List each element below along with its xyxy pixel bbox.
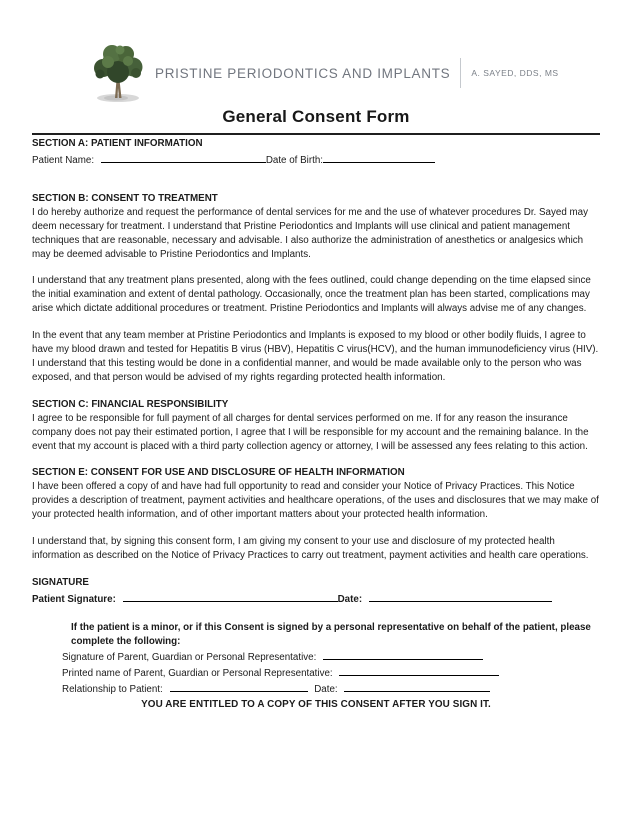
- section-b-heading: SECTION B: CONSENT TO TREATMENT: [32, 192, 218, 204]
- relationship-field[interactable]: [170, 682, 308, 692]
- signature-date-label: Date:: [337, 593, 363, 605]
- tree-logo-icon: [90, 42, 146, 104]
- parent-name-row: [62, 666, 600, 682]
- financial-paragraph: I agree to be responsible for full payment of all charges for dental services performed on me. If for any reason the insurance company does not pay their estimated portion, I agree that I will be responsible for my account and the remaining balance. In the event that my account is placed with a third party collection agency or attorney, I will be assessed any fees relating to this action.: [32, 412, 589, 452]
- patient-signature-field[interactable]: [123, 592, 338, 602]
- patient-signature-row: [32, 592, 600, 607]
- patient-info-row: [32, 153, 600, 168]
- signature-heading: SIGNATURE: [32, 576, 89, 588]
- relationship-row: [62, 682, 600, 698]
- section-c-heading: SECTION C: FINANCIAL RESPONSIBILITY: [32, 398, 229, 410]
- consent-paragraph: I do hereby authorize and request the performance of dental services for me and the use of whatever procedures Dr. Sayed may deem necessary for treatment. I understand that Pristine Periodontics and Implants will use clinical and patient management techniques that are reasonable, necessary and advisable. I also authorize the administration of anesthetics or analgesics which may be deemed advisable to Pristine Periodontics and Implants.: [32, 206, 589, 260]
- consent-paragraph: In the event that any team member at Pristine Periodontics and Implants is exposed to my blood or other bodily fluids, I agree to have my blood drawn and tested for Hepatitis B virus (HBV), Hepatitis C virus(HCV), and the human immunodeficiency virus (HIV). I understand that this testing would be done in a confidential manner, and would be made available only to the person who was exposed, and that person would be advised of my rights regarding protected health information.: [32, 330, 599, 383]
- doctor-name: A. SAYED, DDS, MS: [471, 68, 559, 78]
- letterhead: [90, 42, 600, 104]
- patient-signature-label: Patient Signature:: [32, 593, 116, 605]
- parent-name-field[interactable]: [339, 666, 499, 676]
- minor-date-field[interactable]: [344, 682, 490, 692]
- parent-signature-field[interactable]: [323, 650, 483, 660]
- parent-name-label: Printed name of Parent, Guardian or Personal Representative:: [62, 667, 333, 679]
- dob-field[interactable]: [323, 153, 435, 163]
- section-a-heading: SECTION A: PATIENT INFORMATION: [32, 138, 203, 149]
- patient-name-field[interactable]: [101, 153, 266, 163]
- header-divider: [460, 58, 461, 88]
- signature-date-field[interactable]: [369, 592, 552, 602]
- minor-intro: If the patient is a minor, or if this Consent is signed by a personal representative on behalf of the patient, please complete the following:: [71, 621, 591, 647]
- dob-label: Date of Birth:: [265, 154, 323, 166]
- privacy-paragraph: I have been offered a copy of and have had full opportunity to read and consider your Notice of Privacy Practices. This Notice provides a description of treatment, payment activities and healthcare operations, of the uses and disclosures that we may make of your protected health information, and of other important matters about your protected health information.: [32, 481, 599, 521]
- parent-signature-label: Signature of Parent, Guardian or Personal Representative:: [62, 652, 317, 664]
- page-title: General Consent Form: [222, 107, 410, 126]
- relationship-label: Relationship to Patient:: [62, 683, 163, 695]
- section-e-heading: SECTION E: CONSENT FOR USE AND DISCLOSURE OF HEALTH INFORMATION: [32, 467, 405, 479]
- practice-name: PRISTINE PERIODONTICS AND IMPLANTS: [155, 65, 451, 81]
- privacy-paragraph: I understand that, by signing this consent form, I am giving my consent to your use and disclosure of my protected health information as described on the Notice of Privacy Practices to carry out treatment, payment activities and health care operations.: [32, 536, 589, 561]
- footer-notice: YOU ARE ENTITLED TO A COPY OF THIS CONSENT AFTER YOU SIGN IT.: [141, 698, 491, 710]
- consent-paragraph: I understand that any treatment plans presented, along with the fees outlined, could change depending on the time elapsed since the initial examination and extent of dental pathology. Occasionally, once the treatment plan has been started, complications may arise which dictate additional procedures or treatment. Pristine Periodontics and Implants will always advise me of any changes.: [32, 275, 591, 315]
- title-rule: [32, 133, 600, 135]
- minor-date-label: Date:: [314, 683, 338, 695]
- parent-signature-row: [62, 650, 600, 666]
- minor-representative-block: [62, 621, 600, 698]
- patient-name-label: Patient Name:: [32, 154, 95, 166]
